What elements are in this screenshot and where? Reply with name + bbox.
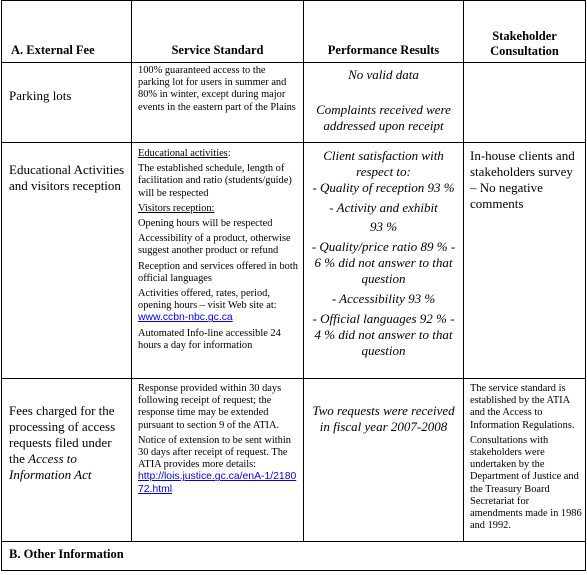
results-text: - Activity and exhibit: [329, 200, 438, 215]
fee-table: [1, 0, 586, 571]
website-link[interactable]: www.ccbn-nbc.gc.ca: [138, 312, 233, 324]
standard-text: Activities offered, rates, period, opening hours – visit Web site at:: [138, 288, 277, 312]
standard-text: Accessibility of a product, otherwise suggest another product or refund: [138, 233, 291, 257]
consultation-cell: [464, 379, 586, 542]
consultation-cell: [464, 143, 586, 379]
atia-link[interactable]: http://lois.justice.gc.ca/enA-1/218072.html: [138, 471, 297, 495]
results-text: Two requests were received in fiscal year 2007-2008: [312, 403, 455, 434]
standard-text: The established schedule, length of facilitation and ratio (students/guide) will be respected: [138, 163, 292, 199]
consultation-text: In-house clients and stakeholders survey – No negative comments: [470, 148, 575, 211]
results-text: - Quality/price ratio 89 % - 6 % did not answer to that question: [311, 239, 456, 286]
results-cell: [304, 63, 464, 143]
consultation-text: The service standard is established by the ATIA and the Access to Information Regulations.: [470, 383, 575, 431]
fee-cell: [2, 63, 132, 143]
fee-name-act: Access to Information Act: [9, 451, 92, 482]
header-service-standard: Service Standard: [132, 1, 304, 63]
fee-name: Parking lots: [9, 88, 72, 103]
results-text: - Accessibility 93 %: [331, 291, 436, 306]
results-text: Complaints received were addressed upon receipt: [316, 102, 451, 133]
standard-cell: [132, 143, 304, 379]
consultation-text: Consultations with stakeholders were undertaken by the Department of Justice and the Treasury Board Secretariat for amendments made in 1986 and 1992.: [470, 434, 582, 532]
results-text: 93 %: [369, 219, 398, 234]
header-stakeholder-consultation: Stakeholder Consultation: [464, 1, 586, 63]
consultation-cell: [464, 63, 586, 143]
standard-cell: [132, 63, 304, 143]
standard-text: 100% guaranteed access to the parking lot for users in summer and 80% in winter, except during major events in the eastern part of the Plains: [138, 65, 296, 113]
table-row: [2, 379, 586, 542]
fee-name: Educational Activities and visitors reception: [9, 162, 125, 193]
standard-text: Notice of extension to be sent within 30 days after receipt of request. The ATIA provides more details:: [138, 434, 291, 471]
section-b-heading: B. Other Information: [2, 542, 586, 571]
results-cell: [304, 379, 464, 542]
standard-heading-colon: :: [227, 148, 231, 159]
header-external-fee: A. External Fee: [2, 1, 132, 63]
header-performance-results: Performance Results: [304, 1, 464, 63]
table-row: [2, 63, 586, 143]
fee-name: [9, 403, 128, 483]
fee-cell: [2, 143, 132, 379]
standard-heading: Visitors reception:: [138, 202, 215, 214]
fee-cell: [2, 379, 132, 542]
fee-name-text: Fees charged for the processing of access requests filed under the: [9, 403, 116, 466]
standard-text: Opening hours will be respected: [138, 218, 273, 230]
results-text: Client satisfaction with respect to:: [323, 148, 444, 179]
standard-text: Response provided within 30 days following receipt of request; the response time may be extended pursuant to section 9 of the ATIA.: [138, 383, 282, 431]
standard-text: Automated Info-line accessible 24 hours a day for information: [138, 327, 281, 351]
standard-cell: [132, 379, 304, 542]
results-cell: [304, 143, 464, 379]
standard-heading: Educational activities: [138, 148, 228, 159]
header-row: [2, 1, 586, 63]
table-row: [2, 143, 586, 379]
results-text: No valid data: [348, 67, 419, 82]
standard-text: Reception and services offered in both official languages: [138, 260, 298, 284]
section-row: [2, 542, 586, 571]
results-text: - Quality of reception 93 %: [312, 180, 455, 195]
results-text: - Official languages 92 % - 4 % did not answer to that question: [312, 311, 455, 358]
